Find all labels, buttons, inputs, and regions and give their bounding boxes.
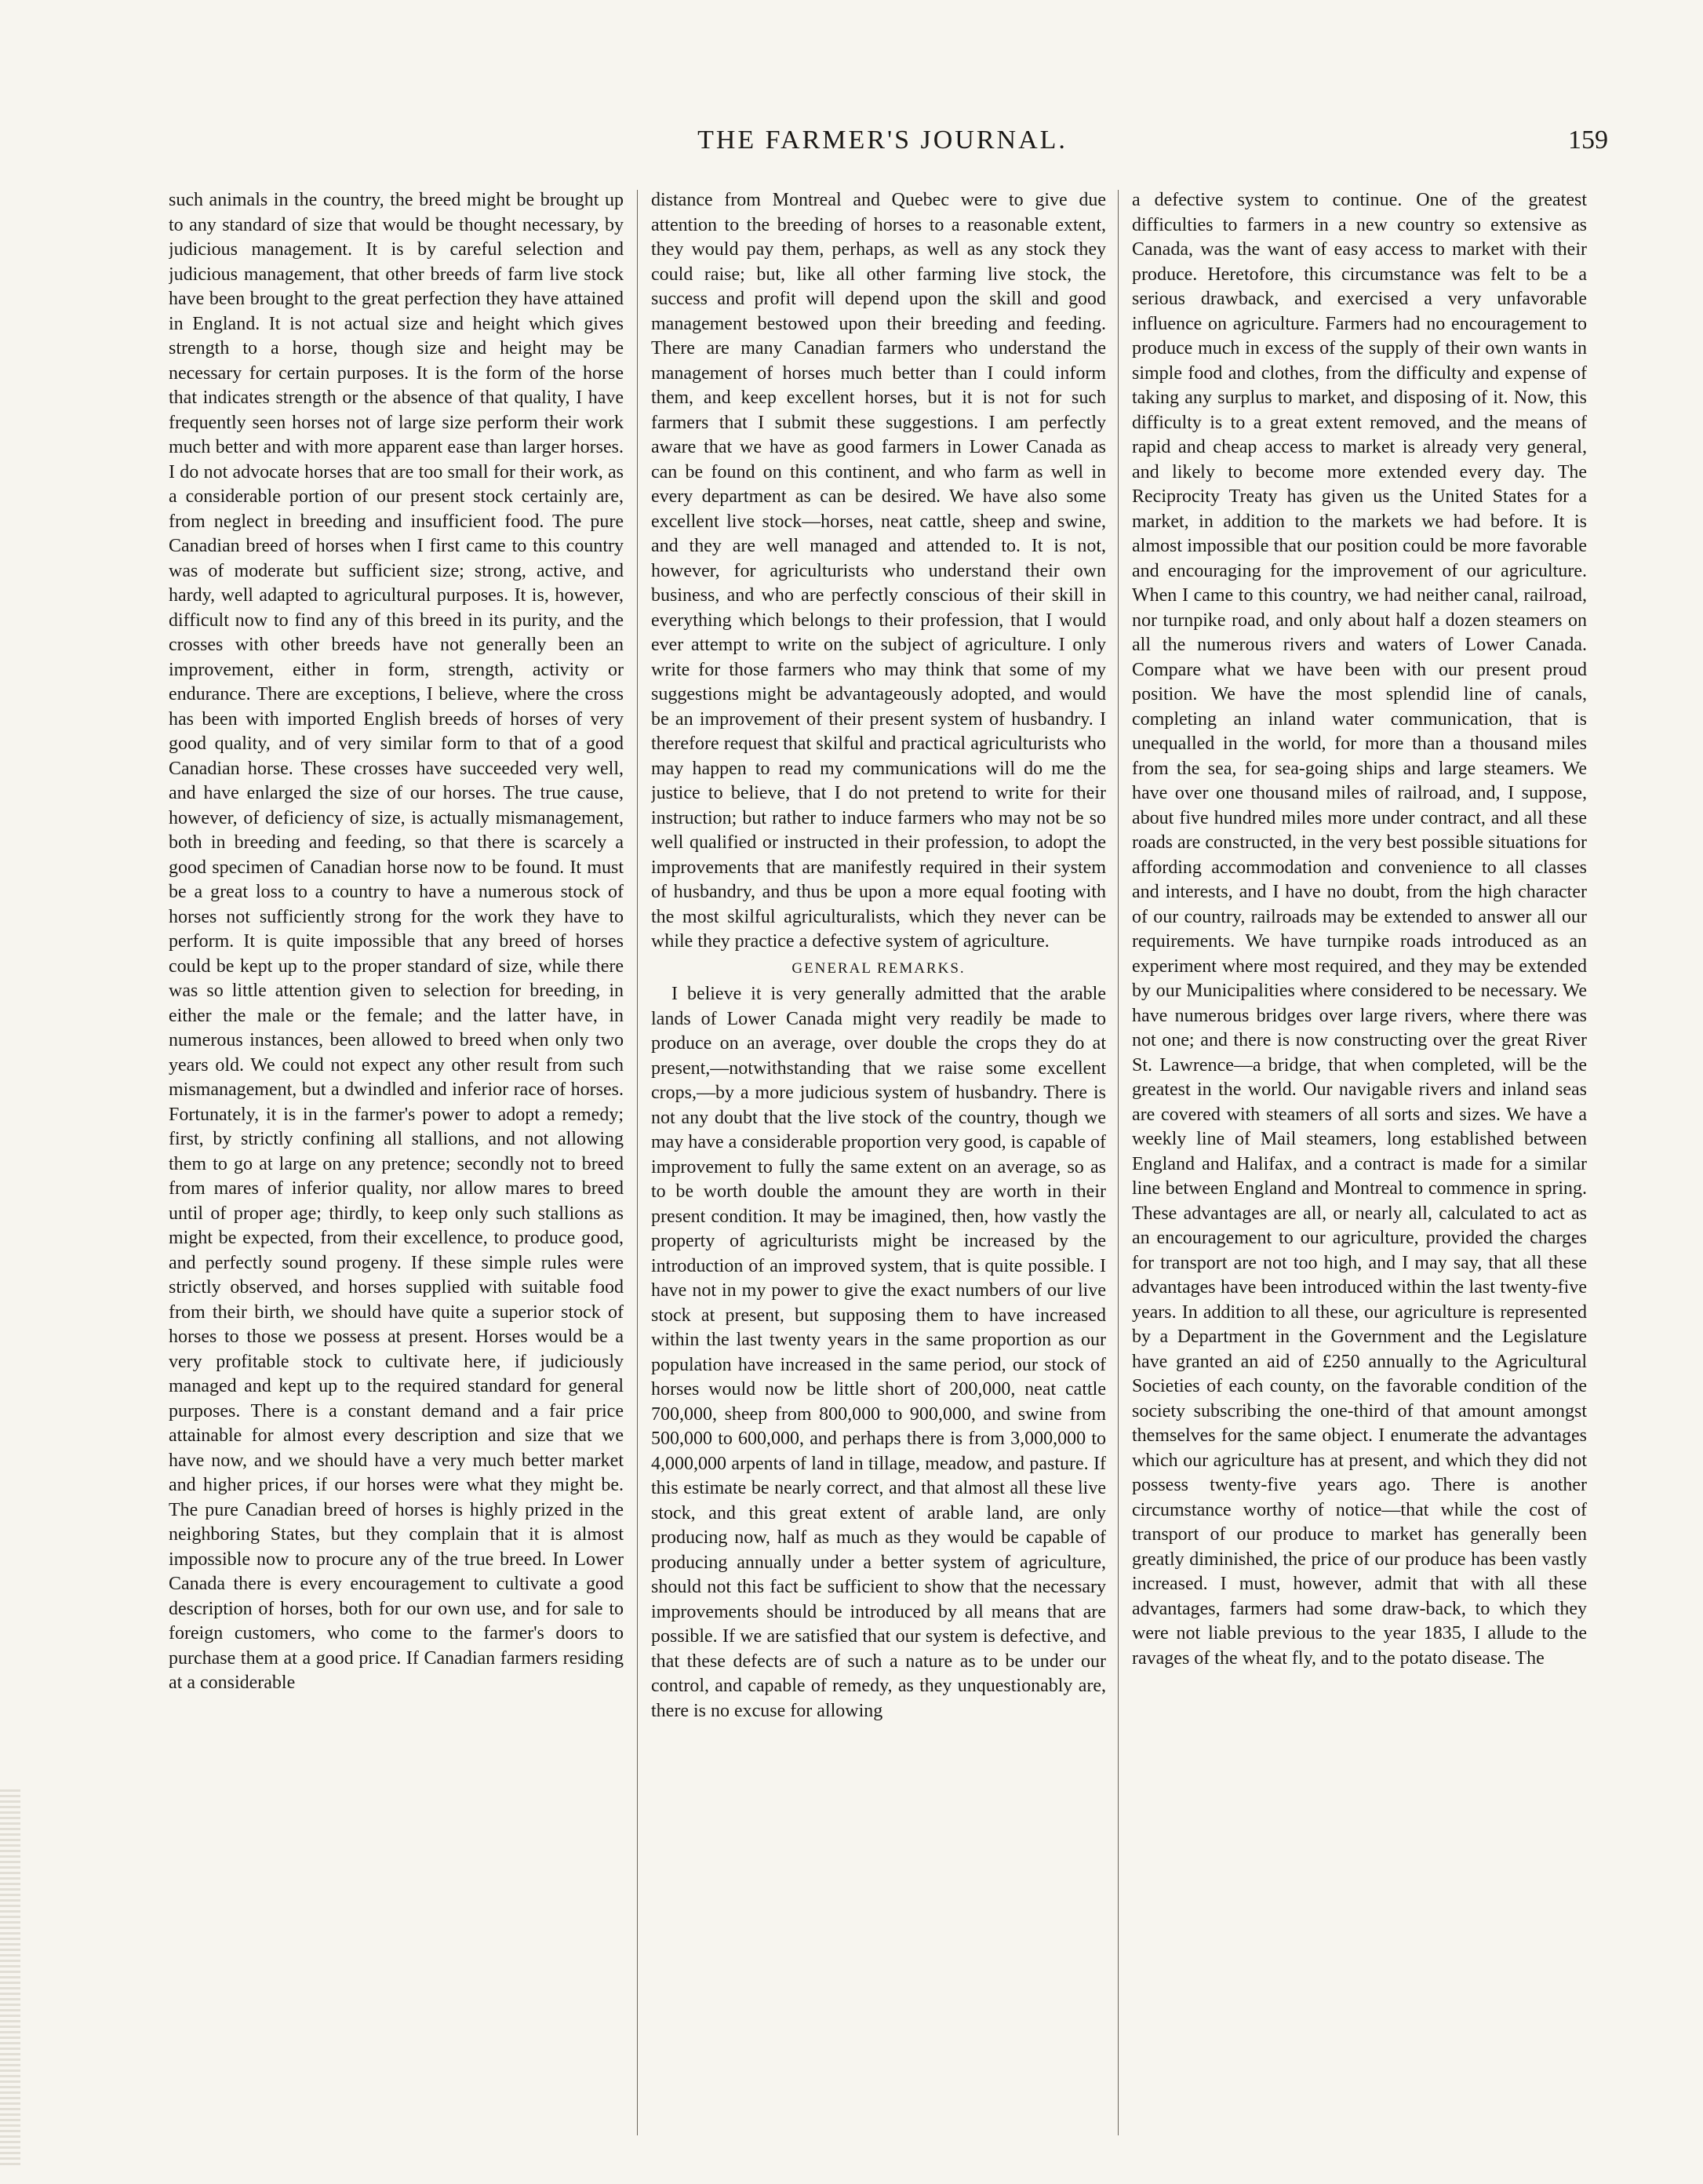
text-column-1 (169, 188, 624, 2134)
running-head (157, 126, 1608, 165)
scan-edge-artifact (0, 1789, 20, 2165)
paragraph: a defective system to continue. One of the greatest difficulties to farmers in a new country so extensive as Canada, was the want of easy access to market with their produce. Heretofore, this circumstance was felt to be a serious drawback, and exercised a very unfavorable influence on agriculture. Farmers had no encouragement to produce much in excess of the supply of their own wants in simple food and clothes, from the difficulty and expense of taking any surplus to market, and disposing of it. Now, this difficulty is to a great extent removed, and the means of rapid and cheap access to market is already very general, and likely to become more extended every day. The Reciprocity Treaty has given us the United States for a market, in addition to the markets we had before. It is almost impossible that our position could be more favorable and encouraging for the improvement of our agriculture. When I came to this country, we had neither canal, railroad, nor turnpike road, and only about half a dozen steamers on all the numerous rivers and waters of Lower Canada. Compare what we have been with our present proud position. We have the most splendid line of canals, completing an inland water communication, that is unequalled in the world, for more than a thousand miles from the sea, for sea-going ships and large steamers. We have over one thousand miles of railroad, and, I suppose, about five hundred miles more under contract, and all these roads are constructed, in the very best possible situations for affording accommodation and convenience to all classes and interests, and I have no doubt, from the high character of our country, railroads may be extended to answer all our requirements. We have turnpike roads introduced as an experiment where most required, and they may be extended by our Municipalities where considered to be necessary. We have numerous bridges over large rivers, where there was not one; and there is now constructing over the great River St. Lawrence—a bridge, that when completed, will be the greatest in the world. Our navigable rivers and inland seas are covered with steamers of all sorts and sizes. We have a weekly line of Mail steamers, long established between England and Halifax, and a contract is made for a similar line between England and Montreal to commence in spring. These advantages are all, or nearly all, calculated to act as an encouragement to our agriculture, provided the charges for transport are not too high, and I may say, that all these advantages have been introduced within the last twenty-five years. In addition to all these, our agriculture is represented by a Department in the Government and the Legislature have granted an aid of £250 annually to the Agricultural Societies of each county, on the favorable condition of the society subscribing the one-third of that amount amongst themselves for the same object. I enumerate the advantages which our agriculture has at present, and which they did not possess twenty-five years ago. There is another circumstance worthy of notice—that while the cost of transport of our produce to market has generally been greatly diminished, the price of our produce has been vastly increased. I must, however, admit that with all these advantages, farmers had some draw-back, to which they were not liable previous to the year 1835, I allude to the ravages of the wheat fly, and to the potato disease. The (1132, 190, 1587, 1669)
paragraph: distance from Montreal and Quebec were to give due attention to the breeding of horses to a reasonable extent, they would pay them, perhaps, as well as any stock they could raise; but, like all other farming live stock, the success and profit will depend upon the skill and good management bestowed upon their breeding and feeding. There are many Canadian farmers who understand the management of horses much better than I could inform them, and keep excellent horses, but it is not for such farmers that I submit these suggestions. I am perfectly aware that we have as good farmers in Lower Canada as can be found on this continent, and who farm as well in every department as can be desired. We have also some excellent live stock—horses, neat cattle, sheep and swine, and they are well managed and attended to. It is not, however, for agriculturists who understand their own business, and who are perfectly conscious of their skill in everything which belongs to their profession, that I would ever attempt to write on the subject of agriculture. I only write for those farmers who may think that some of my suggestions might be advantageously adopted, and would be an improvement of their present system of husbandry. I therefore request that skilful and practical agriculturists who may happen to read my communications will do me the justice to believe, that I do not pretend to write for their instruction; but rather to induce farmers who may not be so well qualified or instructed in their profession, to adopt the improvements that are manifestly required in their system of husbandry, and thus be upon a more equal footing with the most skilful agriculturalists, which they never can be while they practice a defective system of agriculture. (651, 190, 1106, 952)
page-number: 159 (1568, 126, 1608, 155)
running-title: THE FARMER'S JOURNAL. (697, 126, 1068, 155)
text-column-3 (1132, 188, 1587, 2134)
paragraph: such animals in the country, the breed might be brought up to any standard of size that would be thought necessary, by judicious management. It is by careful selection and judicious management, that other breeds of farm live stock have been brought to the great perfection they have attained in England. It is not actual size and height which gives strength to a horse, though size and height may be necessary for certain purposes. It is the form of the horse that indicates strength or the absence of that quality, I have frequently seen horses not of large size perform their work much better and with more apparent ease than larger horses. I do not advocate horses that are too small for their work, as a considerable portion of our present stock certainly are, from neglect in breeding and insufficient food. The pure Canadian breed of horses when I first came to this country was of moderate but sufficient size; strong, active, and hardy, well adapted to agricultural purposes. It is, however, difficult now to find any of this breed in its purity, and the crosses with other breeds have not generally been an improvement, either in form, strength, activity or endurance. There are exceptions, I believe, where the cross has been with imported English breeds of horses of very good quality, and of very similar form to that of a good Canadian horse. These crosses have succeeded very well, and have enlarged the size of our horses. The true cause, however, of deficiency of size, is actually mismanagement, both in breeding and feeding, so that there is scarcely a good specimen of Canadian horse now to be found. It must be a great loss to a country to have a numerous stock of horses not sufficiently strong for the work they have to perform. It is quite impossible that any breed of horses could be kept up to the proper standard of size, while there was so little attention given to selection for breeding, in either the male or the female; and the latter have, in numerous instances, been allowed to breed when only two years old. We could not expect any other result from such mismanagement, but a dwindled and inferior race of horses. Fortunately, it is in the farmer's power to adopt a remedy; first, by strictly confining all stallions, and not allowing them to go at large on any pretence; secondly not to breed from mares of inferior quality, nor allow mares to breed until of proper age; thirdly, to keep only such stallions as might be expected, from their excellence, to produce good, and perfectly sound progeny. If these simple rules were strictly observed, and horses supplied with suitable food from their birth, we should have quite a superior stock of horses to those we possess at present. Horses would be a very profitable stock to cultivate here, if judiciously managed and kept up to the required standard for general purposes. There is a constant demand and a fair price attainable for almost every description and size that we have now, and we should have a very much better market and higher prices, if our horses were what they might be. The pure Canadian breed of horses is highly prized in the neighboring States, but they complain that it is almost impossible now to procure any of the true breed. In Lower Canada there is every encouragement to cultivate a good description of horses, both for our own use, and for sale to foreign customers, who come to the farmer's doors to purchase them at a good price. If Canadian farmers residing at a considerable (169, 190, 624, 1693)
column-rule-left (637, 190, 638, 2135)
text-column-2 (651, 188, 1106, 2134)
section-heading: GENERAL REMARKS. (791, 959, 966, 977)
column-rule-right (1118, 190, 1119, 2135)
paragraph: I believe it is very generally admitted that the arable lands of Lower Canada might very readily be made to produce on an average, over double the crops they do at present,—notwithstanding that we raise some excellent crops,—by a more judicious system of husbandry. There is not any doubt that the live stock of the country, though we may have a considerable proportion very good, is capable of improvement to fully the same extent on an average, so as to be worth double the amount they are worth in their present condition. It may be imagined, then, how vastly the property of agriculturists might be increased by the introduction of an improved system, that is quite possible. I have not in my power to give the exact numbers of our live stock at present, but supposing them to have increased within the last twenty years in the same proportion as our population have increased in the same period, our stock of horses would now be little short of 200,000, neat cattle 700,000, sheep from 800,000 to 900,000, and swine from 500,000 to 600,000, and perhaps there is from 3,000,000 to 4,000,000 arpents of land in tillage, meadow, and pasture. If this estimate be nearly correct, and that almost all these live stock, and this great extent of arable land, are only producing now, half as much as they would be capable of producing annually under a better system of agriculture, should not this fact be sufficient to show that the necessary improvements should be introduced by all means that are possible. If we are satisfied that our system is defective, and that these defects are of such a nature as to be under our control, and capable of remedy, as they unquestionably are, there is no excuse for allowing (651, 984, 1106, 1721)
